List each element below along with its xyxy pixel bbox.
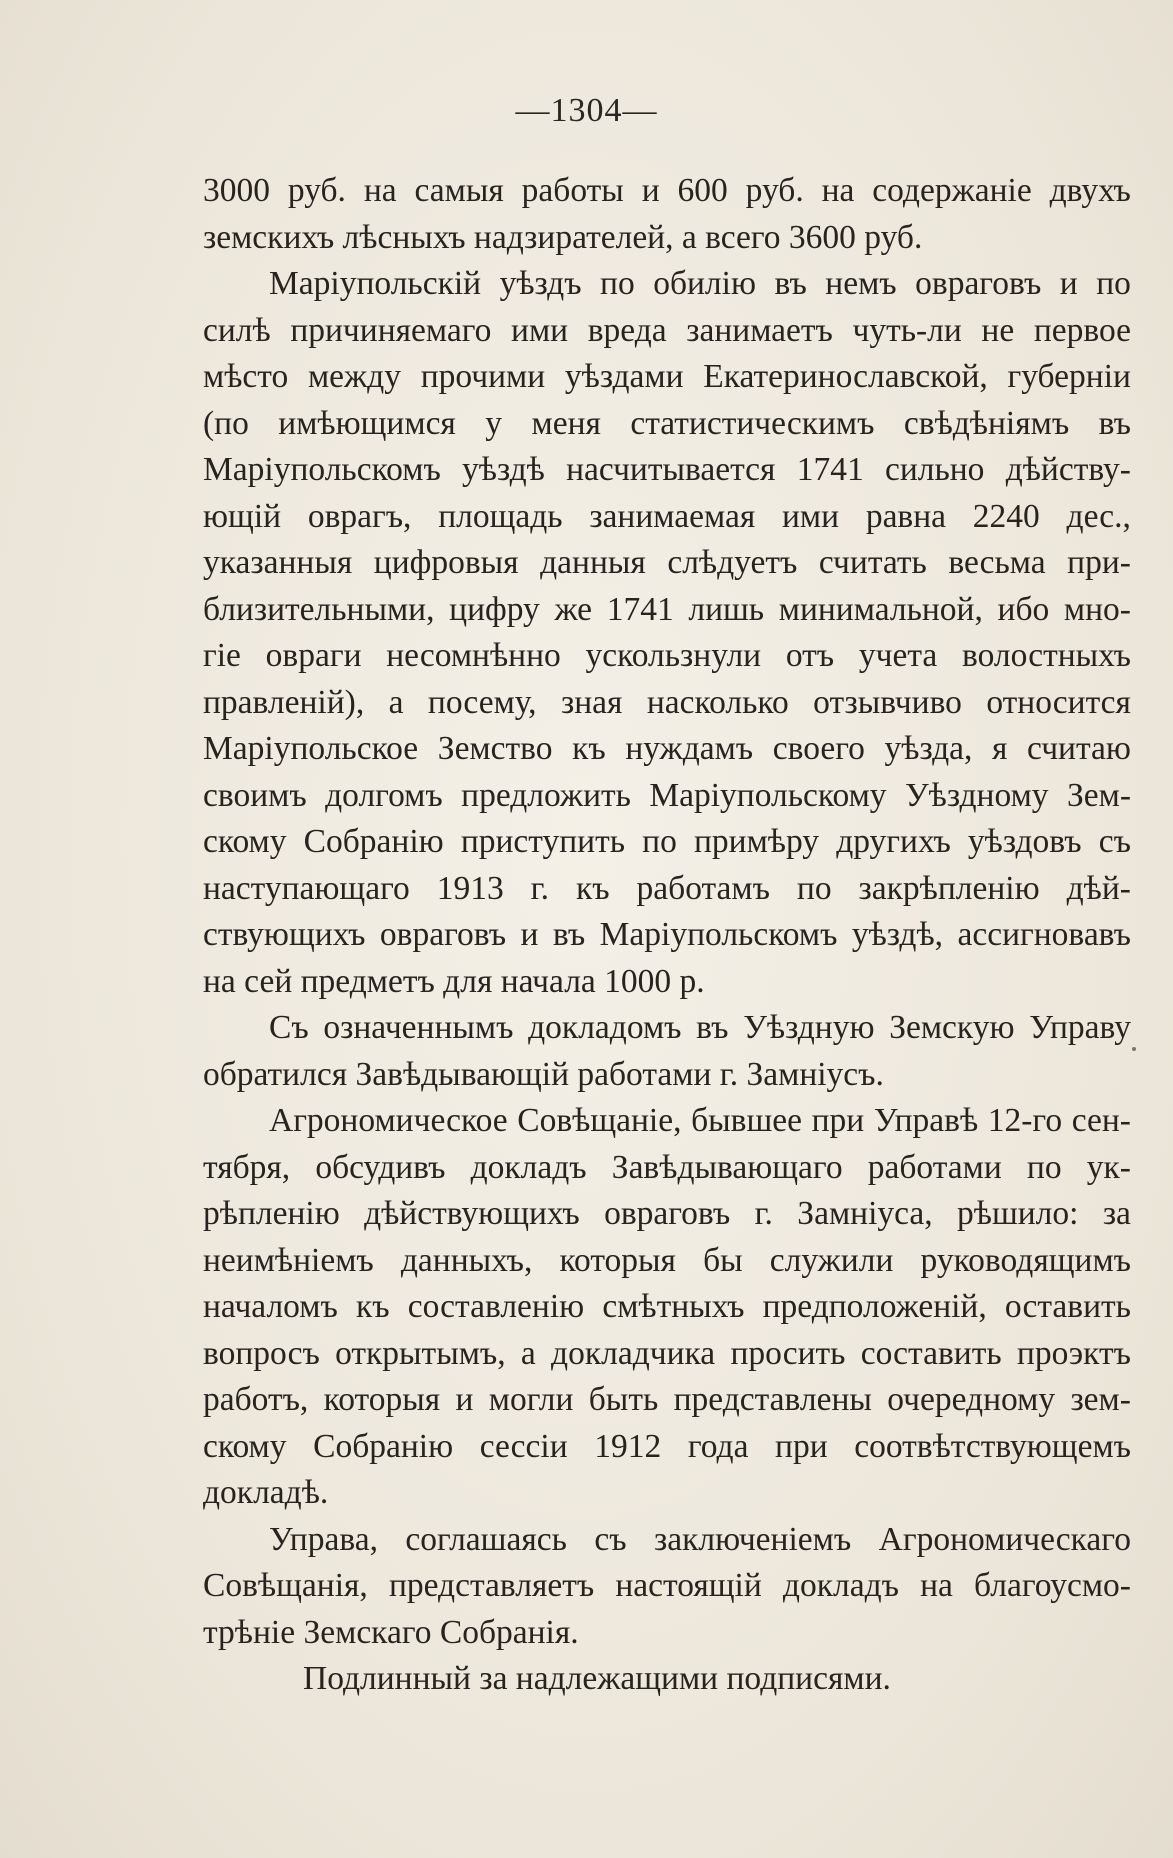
text-line — [203, 401, 1131, 448]
text-line — [203, 633, 1131, 680]
word: и — [641, 172, 660, 209]
word: закрѣпленію — [858, 869, 1040, 907]
word: работы — [521, 172, 624, 209]
line-text: докладѣ. — [203, 1474, 329, 1511]
text-line — [203, 215, 1131, 262]
word: въ — [696, 1009, 729, 1046]
text-line — [203, 680, 1131, 727]
word: съ — [1098, 823, 1131, 860]
text-line — [203, 1005, 1131, 1052]
word: Уѣздному — [904, 776, 1049, 814]
word: ими — [511, 311, 569, 349]
word: овраговъ — [604, 1195, 731, 1232]
word: насколько — [646, 683, 789, 721]
word: прочими — [420, 358, 546, 395]
word: уѣздѣ, — [851, 916, 944, 953]
word: Совѣщанія, — [203, 1567, 368, 1604]
word: считать — [818, 544, 927, 581]
word: весьма — [948, 544, 1046, 581]
word: къ — [572, 730, 606, 767]
line-text: земскихъ лѣсныхъ надзирателей, а всего 3600 руб. — [203, 218, 923, 256]
word: равна — [865, 497, 947, 535]
word: зем- — [1070, 1381, 1131, 1418]
word: составить — [860, 1334, 1002, 1372]
word: за — [1102, 1195, 1131, 1232]
word: очередному — [887, 1381, 1056, 1418]
word: отъ — [785, 637, 835, 674]
word: и — [455, 1381, 474, 1418]
word: бывшее — [691, 1102, 802, 1139]
page-number: —1304— — [515, 92, 658, 129]
word: уѣзда, — [884, 730, 973, 767]
word: а — [520, 1334, 536, 1372]
word: представляетъ — [388, 1567, 595, 1604]
margin-mark — [1132, 1047, 1136, 1051]
word: дес., — [1066, 497, 1131, 535]
text-line — [203, 168, 1131, 215]
word: соотвѣтствующемъ — [854, 1427, 1131, 1465]
text-line — [203, 1145, 1131, 1192]
text-line — [203, 1191, 1131, 1238]
word: имѣющимся — [278, 404, 456, 442]
word: лишь — [688, 590, 765, 628]
line-text: обратился Завѣдывающій работами г. Замніусъ. — [203, 1055, 884, 1093]
word: данныхъ, — [400, 1241, 533, 1279]
text-line — [203, 1517, 1131, 1564]
word: ассигновавъ — [957, 916, 1131, 953]
word: примѣру — [694, 823, 820, 860]
word: на — [363, 172, 397, 209]
word: считаю — [1027, 730, 1131, 767]
word: цифровыя — [373, 544, 519, 581]
word: соглашаясь — [405, 1520, 567, 1558]
word: данныя — [540, 544, 646, 581]
word: а — [388, 683, 404, 721]
word: открытымъ, — [335, 1334, 506, 1372]
word: обсудивъ — [315, 1148, 446, 1186]
word: сильно — [884, 451, 985, 488]
word: дѣйству- — [1005, 451, 1131, 488]
text-line — [203, 1284, 1131, 1331]
word: приступить — [460, 823, 626, 860]
word: Маріупольскій — [269, 265, 482, 302]
word: заключеніемъ — [653, 1520, 852, 1558]
word: оврагъ, — [307, 497, 412, 535]
word: ими — [782, 497, 840, 535]
word: года — [687, 1427, 749, 1465]
text-line — [203, 726, 1131, 773]
word: не — [981, 311, 1015, 349]
word: рѣшило: — [957, 1195, 1079, 1232]
word: близительными, — [203, 590, 435, 628]
word: посему, — [427, 683, 537, 721]
line-text: Подлинный за надлежащими подписями. — [303, 1660, 891, 1697]
word: двухъ — [1049, 172, 1131, 209]
word: указанныя — [203, 544, 353, 581]
word: между — [307, 358, 401, 395]
word: Управу — [1029, 1009, 1131, 1046]
word: несомнѣнно — [386, 637, 561, 674]
word: Маріупольскомъ — [203, 451, 441, 488]
word: правленій), — [203, 683, 365, 721]
word: руководящимъ — [920, 1241, 1131, 1279]
word: мѣсто — [203, 358, 289, 395]
word: Собранію — [303, 823, 444, 860]
word: 1912 — [594, 1427, 662, 1465]
word: оставить — [1004, 1288, 1131, 1325]
word: отзывчиво — [813, 683, 962, 721]
word: Уѣздную — [743, 1009, 875, 1046]
word: самыя — [414, 172, 504, 209]
word: настоящій — [615, 1567, 762, 1604]
word: дѣй- — [1066, 869, 1131, 907]
word: Замніуса, — [797, 1195, 933, 1232]
word: насчитывается — [566, 451, 776, 488]
word: губерніи — [1007, 358, 1131, 395]
word: просить — [730, 1334, 846, 1372]
word: Совѣщаніе, — [517, 1102, 682, 1139]
word: учета — [858, 637, 938, 674]
text-line — [203, 540, 1131, 587]
word: причиняемаго — [290, 311, 492, 349]
word: и — [520, 916, 539, 953]
word: первое — [1033, 311, 1131, 349]
word: по — [600, 265, 635, 302]
word: другихъ — [836, 823, 951, 860]
word: неимѣніемъ — [203, 1241, 374, 1279]
word: слѣдуетъ — [667, 544, 798, 581]
word: Земство — [437, 730, 553, 767]
text-line — [203, 1238, 1131, 1285]
word: смѣтныхъ — [602, 1288, 745, 1325]
word: 600 — [677, 172, 728, 209]
text-line — [203, 819, 1131, 866]
word: 12-го — [987, 1102, 1063, 1139]
word: докладъ — [782, 1567, 899, 1604]
word: составленію — [407, 1288, 585, 1325]
text-line — [203, 261, 1131, 308]
word: при — [775, 1427, 828, 1465]
word: Агрономическаго — [878, 1520, 1131, 1558]
word: (по — [203, 404, 249, 442]
word: Съ — [269, 1009, 309, 1046]
word: по — [796, 869, 832, 907]
text-line — [203, 494, 1131, 541]
word: проэктъ — [1016, 1334, 1131, 1372]
word: мно- — [1063, 590, 1131, 628]
word: при- — [1067, 544, 1131, 581]
word: 3000 — [203, 172, 270, 209]
word: я — [991, 730, 1008, 767]
text-line — [203, 587, 1131, 634]
word: 1741 — [606, 590, 674, 628]
word: Завѣдывающаго — [611, 1148, 843, 1186]
word: меня — [531, 404, 601, 442]
word: руб. — [745, 172, 804, 209]
word: овраги — [265, 637, 362, 674]
word: нуждамъ — [625, 730, 754, 767]
word: благоусмо- — [974, 1567, 1131, 1604]
word: могли — [488, 1381, 574, 1418]
word: ибо — [997, 590, 1050, 628]
word: работъ, — [203, 1381, 309, 1418]
word: свѣдѣніямъ — [903, 404, 1070, 442]
word: овраговъ — [915, 265, 1042, 302]
word: работамъ — [636, 869, 770, 907]
word: Земскую — [889, 1009, 1015, 1046]
word: гіе — [203, 637, 241, 674]
word: по — [1026, 1148, 1062, 1186]
word: къ — [575, 869, 610, 907]
text-line — [203, 866, 1131, 913]
word: обилію — [653, 265, 756, 302]
word: г. — [530, 869, 550, 907]
word: Маріупольскомъ — [599, 916, 838, 953]
word: у — [485, 404, 503, 442]
word: вопросъ — [203, 1334, 320, 1372]
text-line — [203, 354, 1131, 401]
word: тября, — [203, 1148, 291, 1186]
word: своего — [772, 730, 865, 767]
word: уѣздами — [564, 358, 684, 395]
word: волостныхъ — [962, 637, 1131, 674]
word: содержаніе — [872, 172, 1032, 209]
word: докладомъ — [528, 1009, 682, 1046]
word: бы — [703, 1241, 743, 1279]
text-line — [203, 959, 1131, 1006]
word: Екатеринославской, — [703, 358, 988, 395]
word: которыя — [323, 1381, 441, 1418]
word: ускользнули — [585, 637, 762, 674]
text-line — [203, 912, 1131, 959]
word: докладчика — [551, 1334, 716, 1372]
body-text — [203, 168, 1131, 1703]
word: ющій — [203, 497, 282, 535]
word: Агрономическое — [269, 1102, 508, 1139]
word: дѣйствующихъ — [364, 1195, 580, 1232]
word: докладъ — [470, 1148, 587, 1186]
word: Зем- — [1066, 776, 1131, 814]
word: занимаетъ — [686, 311, 833, 349]
word: наступающаго — [203, 869, 410, 907]
word: относится — [986, 683, 1131, 721]
text-line — [203, 1098, 1131, 1145]
text-line — [203, 308, 1131, 355]
text-line — [203, 1424, 1131, 1471]
word: на — [920, 1567, 953, 1604]
word: 1741 — [796, 451, 864, 488]
word: скому — [203, 823, 287, 860]
text-line — [203, 1331, 1131, 1378]
word: рѣпленію — [203, 1195, 340, 1232]
word: Маріупольскому — [649, 776, 887, 814]
word: руб. — [287, 172, 346, 209]
line-text: трѣніе Земскаго Собранія. — [203, 1613, 579, 1651]
word: Управа, — [269, 1520, 378, 1558]
word: статистическимъ — [630, 404, 875, 442]
word: уѣздѣ — [462, 451, 545, 488]
text-line — [203, 1563, 1131, 1610]
word: 1913 — [436, 869, 504, 907]
text-line — [203, 1470, 1131, 1517]
word: ствующихъ — [203, 916, 366, 953]
word: своимъ — [203, 776, 307, 814]
word: минимальной, — [778, 590, 983, 628]
word: 2240 — [972, 497, 1040, 535]
word: въ — [552, 916, 586, 953]
word: при — [811, 1102, 865, 1139]
word: предложить — [461, 776, 631, 814]
text-line — [203, 1656, 1131, 1703]
word: къ — [355, 1288, 390, 1325]
word: ук- — [1086, 1148, 1131, 1186]
word: предположеній, — [762, 1288, 987, 1325]
word: Управѣ — [873, 1102, 979, 1139]
word: уѣздъ — [499, 265, 582, 302]
word: представлены — [673, 1381, 872, 1418]
word: вреда — [587, 311, 667, 349]
word: на — [821, 172, 855, 209]
word: Собранію — [313, 1427, 454, 1465]
word: немъ — [825, 265, 897, 302]
word: означеннымъ — [323, 1009, 514, 1046]
word: служили — [769, 1241, 894, 1279]
word: овраговъ — [379, 916, 507, 953]
word: площадь — [438, 497, 563, 535]
word: съ — [594, 1520, 627, 1558]
word: въ — [774, 265, 807, 302]
line-text: на сей предметъ для начала 1000 р. — [203, 962, 705, 1000]
word: Маріупольское — [203, 730, 419, 767]
word: долгомъ — [325, 776, 443, 814]
word: скому — [203, 1427, 287, 1465]
text-line — [203, 1610, 1131, 1657]
word: въ — [1098, 404, 1131, 442]
word: работами — [867, 1148, 1002, 1186]
word: которыя — [559, 1241, 676, 1279]
text-line — [203, 773, 1131, 820]
word: цифру — [449, 590, 540, 628]
word: чуть-ли — [852, 311, 962, 349]
word: по — [1096, 265, 1131, 302]
word: сессіи — [479, 1427, 568, 1465]
word: зная — [560, 683, 623, 721]
word: и — [1059, 265, 1078, 302]
word: же — [554, 590, 593, 628]
word: по — [642, 823, 677, 860]
word: быть — [588, 1381, 659, 1418]
text-line — [203, 1377, 1131, 1424]
word: силѣ — [203, 311, 271, 349]
word: сен- — [1071, 1102, 1131, 1139]
text-line — [203, 1052, 1131, 1099]
word: началомъ — [203, 1288, 338, 1325]
word: занимаемая — [589, 497, 756, 535]
word: г. — [754, 1195, 773, 1232]
text-line — [203, 447, 1131, 494]
word: уѣздовъ — [967, 823, 1082, 860]
